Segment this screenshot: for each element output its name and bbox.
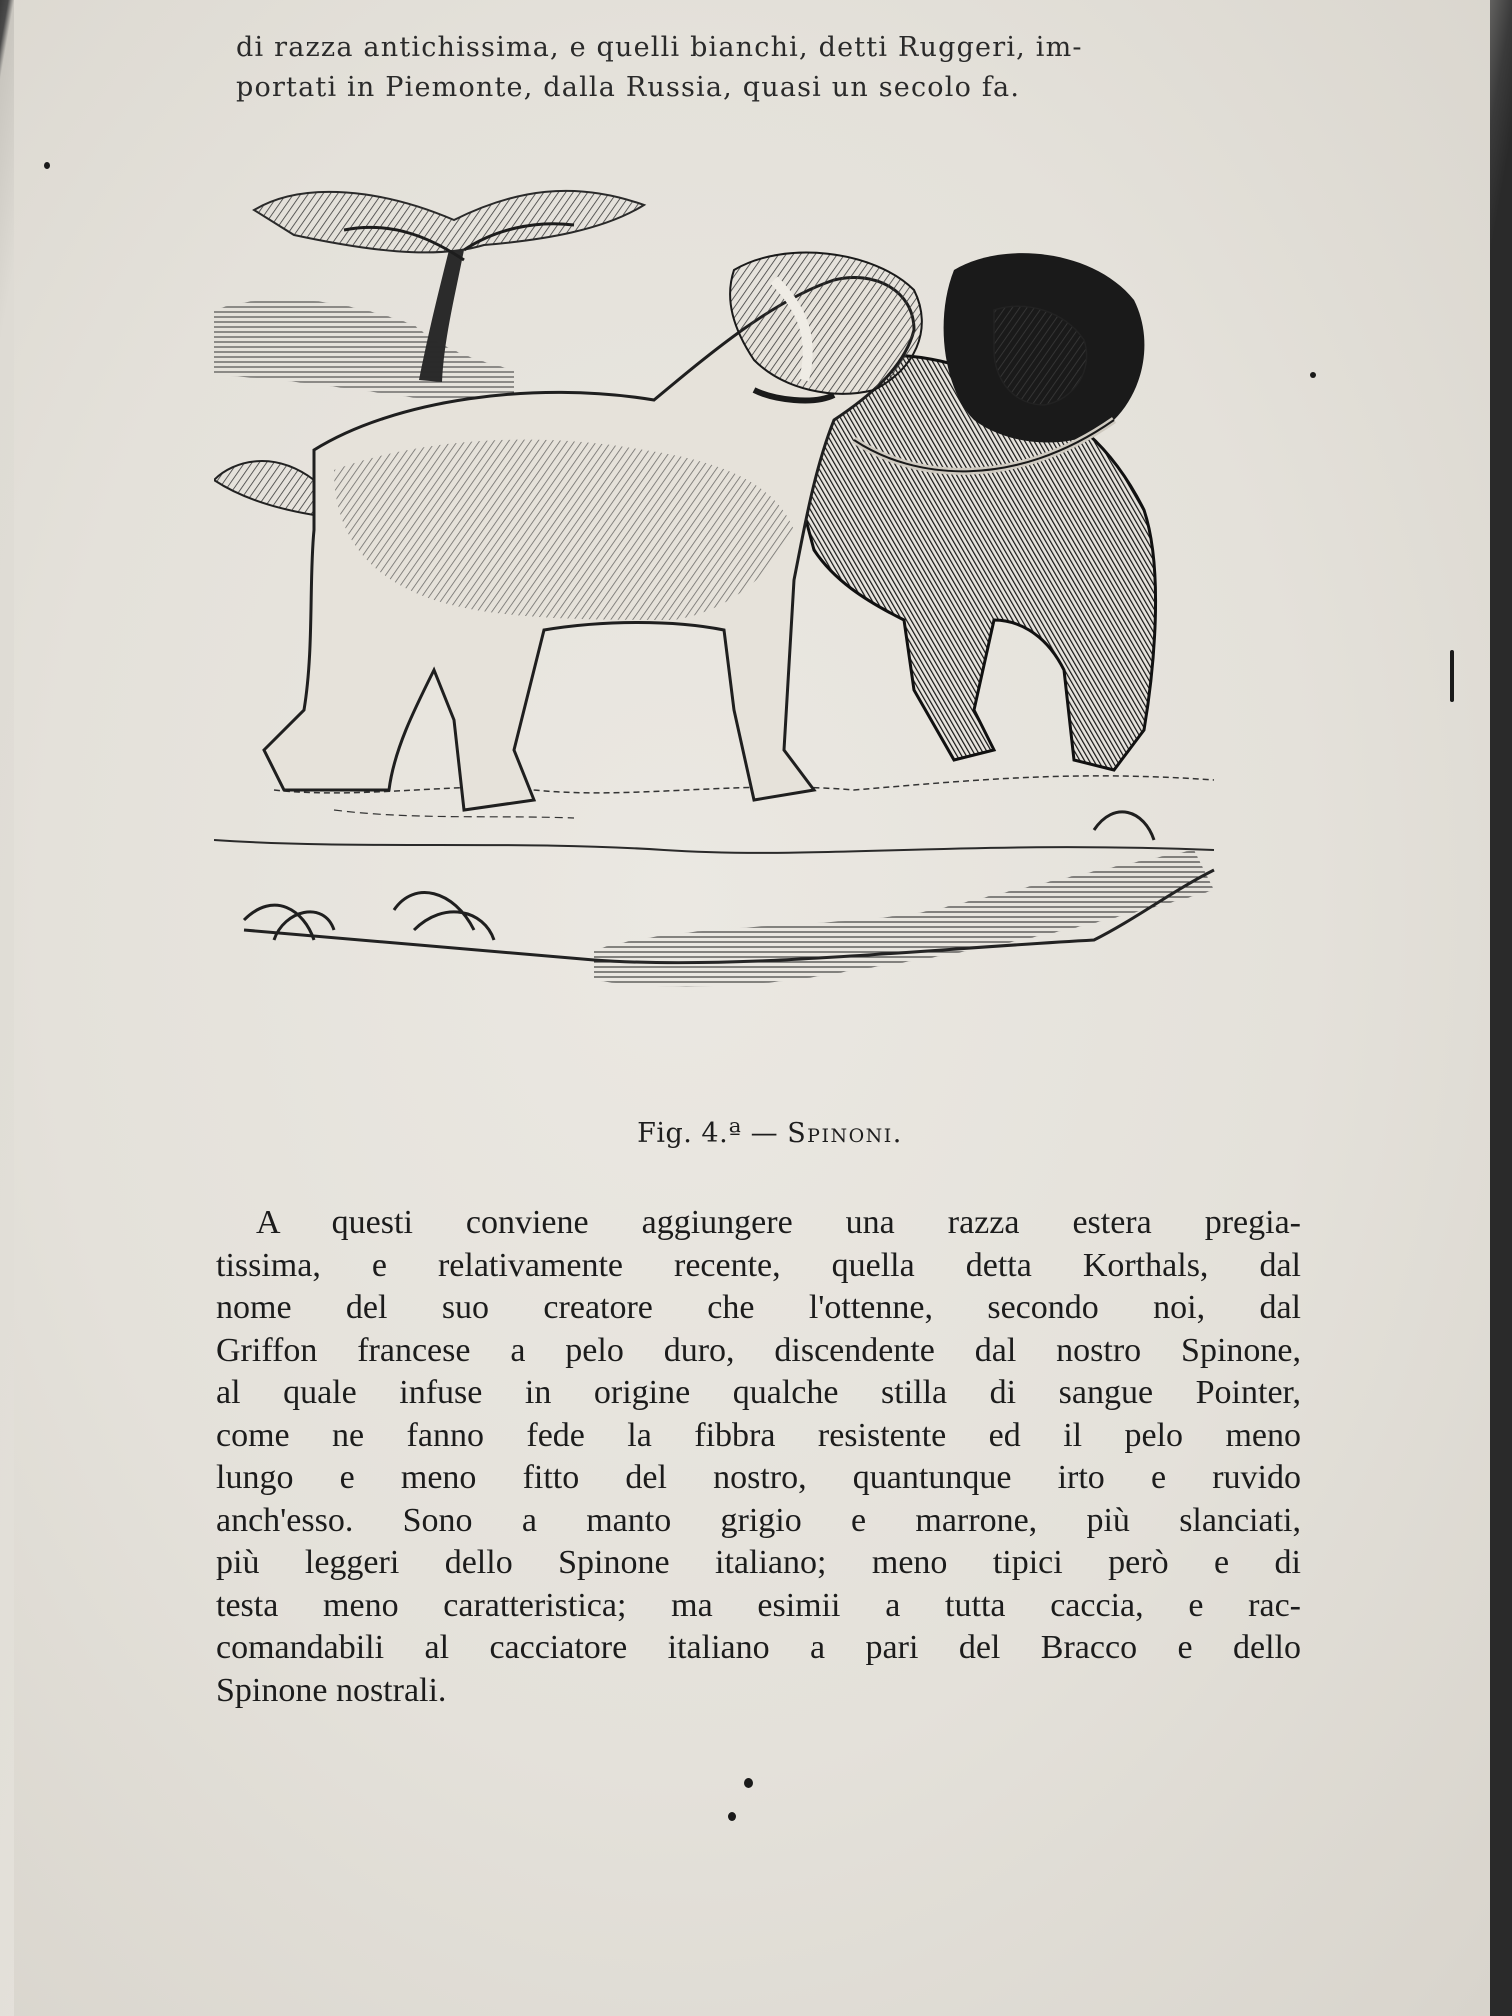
ink-speck [744, 1778, 753, 1788]
text-line: Spinone nostrali. [216, 1671, 447, 1709]
main-paragraph [216, 1202, 1301, 1712]
text-line: al quale infuse in origine qualche stilla di sangue Pointer, [216, 1374, 1301, 1411]
text-line: di razza antichissima, e quelli bianchi, detti Ruggeri, im- [236, 32, 1083, 63]
text-line: portati in Piemonte, dalla Russia, quasi un secolo fa. [236, 72, 1021, 103]
text-line: testa meno caratteristica; ma esimii a tutta caccia, e rac- [216, 1586, 1301, 1624]
ink-speck [728, 1812, 736, 1821]
figure-caption [14, 1118, 1512, 1149]
ink-speck [1450, 650, 1454, 702]
text-line: comandabili al cacciatore italiano a pari del Bracco e dello [216, 1629, 1301, 1666]
ink-speck [1310, 372, 1316, 378]
figure-label: Fig. 4.ª — [637, 1118, 779, 1149]
text-line: tissima, e relativamente recente, quella detta Korthals, dal [216, 1246, 1301, 1284]
text-line: anch'esso. Sono a manto grigio e marrone, più slanciati, [216, 1501, 1301, 1539]
continued-paragraph [236, 28, 1216, 108]
text-line: nome del suo creatore che l'ottenne, secondo noi, dal [216, 1289, 1301, 1326]
text-line: lungo e meno fitto del nostro, quantunque irto e ruvido [216, 1459, 1301, 1496]
spinoni-engraving-illustration [214, 150, 1264, 1090]
text-line: più leggeri dello Spinone italiano; meno tipici però e di [216, 1544, 1301, 1581]
paper-sheet [14, 0, 1490, 2016]
ink-speck [44, 162, 50, 169]
ground [214, 776, 1214, 987]
tree [214, 191, 644, 410]
text-line: come ne fanno fede la fibbra resistente ed il pelo meno [216, 1416, 1301, 1454]
text-line: Griffon francese a pelo duro, discendente dal nostro Spinone, [216, 1331, 1301, 1369]
text-line: A questi conviene aggiungere una razza estera pregia- [256, 1204, 1301, 1241]
figure-title: Spinoni. [787, 1118, 903, 1149]
